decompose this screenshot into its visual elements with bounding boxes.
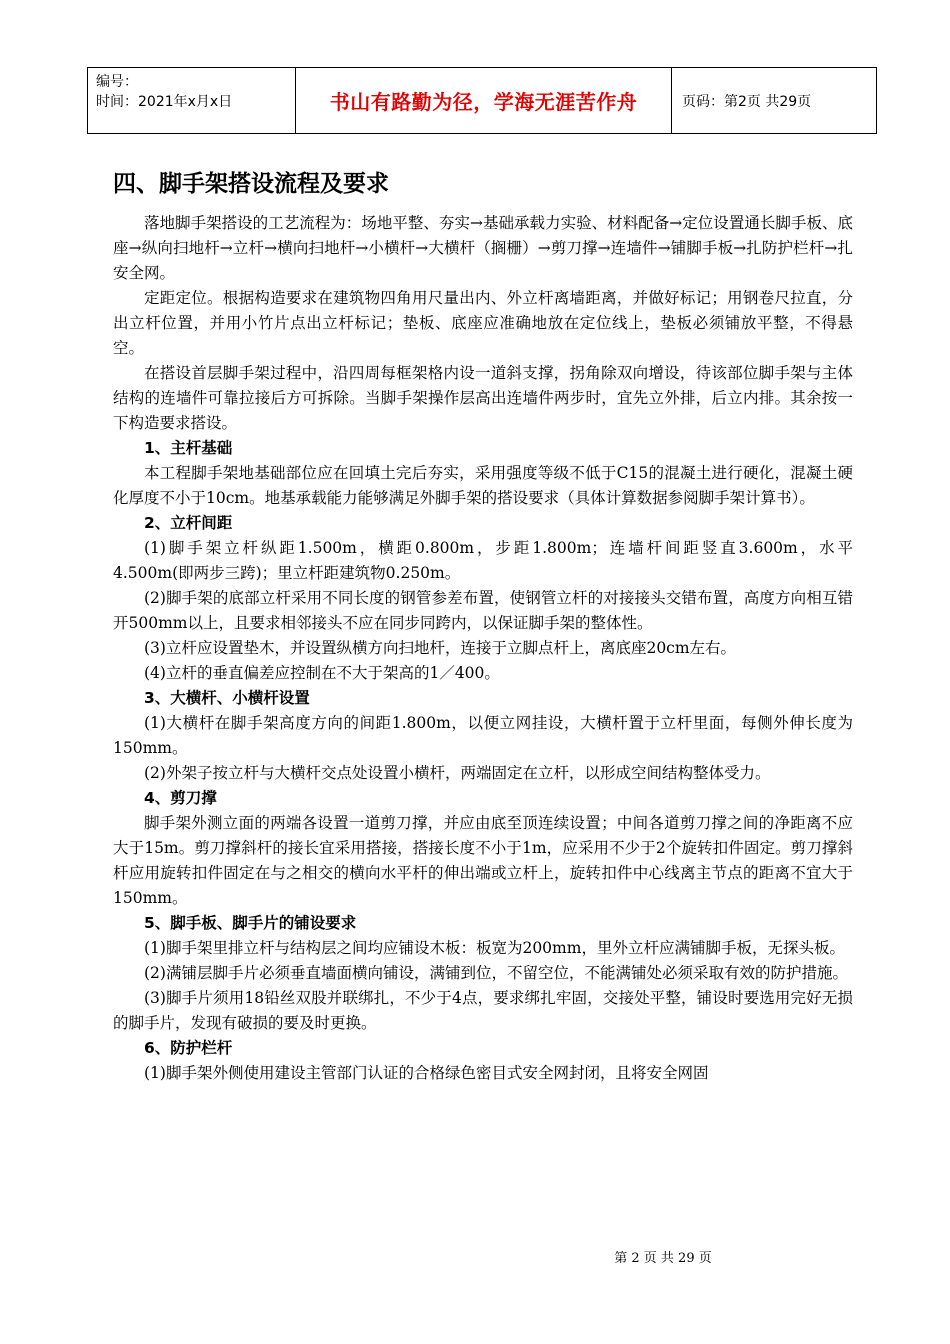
document-time-label: 时间：2021年x月x日	[96, 94, 233, 110]
subheading: 1、主杆基础	[144, 439, 233, 457]
paragraph: 本工程脚手架地基础部位应在回填土完后夯实，采用强度等级不低于C15的混凝土进行硬化，混凝土硬化厚度不小于10cm。地基承载能力能够满足外脚手架的搭设要求（具体计算数据参阅脚手架计算书）。	[113, 464, 853, 507]
section-title: 四、脚手架搭设流程及要求	[113, 171, 389, 197]
paragraph: 定距定位。根据构造要求在建筑物四角用尺量出内、外立杆离墙距离，并做好标记；用钢卷尺拉直，分出立杆位置，并用小竹片点出立杆标记；垫板、底座应准确地放在定位线上，垫板必须铺放平整，不得悬空。	[113, 289, 853, 357]
document-header	[87, 67, 877, 134]
subheading: 2、立杆间距	[144, 514, 233, 532]
footer-page-number: 第 2 页 共 29 页	[614, 1251, 712, 1266]
paragraph: (1)脚手架里排立杆与结构层之间均应铺设木板：板宽为200mm，里外立杆应满铺脚手板，无探头板。	[144, 939, 845, 957]
paragraph: 脚手架外测立面的两端各设置一道剪刀撑，并应由底至顶连续设置；中间各道剪刀撑之间的净距离不应大于15m。剪刀撑斜杆的接长宜采用搭接，搭接长度不小于1m，应采用不少于2个旋转扣件固定。剪刀撑斜杆应用旋转扣件固定在与之相交的横向水平杆的伸出端或立杆上，旋转扣件中心线离主节点的距离不宜大于150mm。	[113, 814, 853, 907]
subheading: 5、脚手板、脚手片的铺设要求	[144, 914, 357, 932]
document-body	[113, 165, 853, 1086]
subheading: 4、剪刀撑	[144, 789, 217, 807]
header-motto: 书山有路勤为径，学海无涯苦作舟	[296, 68, 672, 134]
page-footer	[0, 1247, 950, 1266]
paragraph: 落地脚手架搭设的工艺流程为：场地平整、夯实→基础承载力实验、材料配备→定位设置通长脚手板、底座→纵向扫地杆→立杆→横向扫地杆→小横杆→大横杆（搁栅）→剪刀撑→连墙件→铺脚手板→扎防护栏杆→扎安全网。	[113, 214, 853, 282]
document-number-label: 编号：	[96, 74, 138, 90]
paragraph: (2)脚手架的底部立杆采用不同长度的钢管参差布置，使钢管立杆的对接接头交错布置，高度方向相互错开500mm以上，且要求相邻接头不应在同步同跨内，以保证脚手架的整体性。	[113, 589, 853, 632]
paragraph: (4)立杆的垂直偏差应控制在不大于架高的1／400。	[144, 664, 500, 682]
paragraph: (3)脚手片须用18铅丝双股并联绑扎，不少于4点，要求绑扎牢固，交接处平整，铺设时要选用完好无损的脚手片，发现有破损的要及时更换。	[113, 989, 853, 1032]
subheading: 3、大横杆、小横杆设置	[144, 689, 310, 707]
header-page-label: 页码：第2页 共29页	[672, 68, 877, 134]
paragraph: (2)满铺层脚手片必须垂直墙面横向铺设，满铺到位，不留空位，不能满铺处必须采取有效的防护措施。	[144, 964, 848, 982]
paragraph: (1)大横杆在脚手架高度方向的间距1.800m，以便立网挂设，大横杆置于立杆里面，每侧外伸长度为150mm。	[113, 714, 853, 757]
paragraph: (2)外架子按立杆与大横杆交点处设置小横杆，两端固定在立杆，以形成空间结构整体受力。	[144, 764, 771, 782]
paragraph: (1)脚手架立杆纵距1.500m，横距0.800m，步距1.800m；连墙杆间距竖直3.600m，水平4.500m(即两步三跨)；里立杆距建筑物0.250m。	[113, 539, 853, 582]
paragraph: (1)脚手架外侧使用建设主管部门认证的合格绿色密目式安全网封闭，且将安全网固	[144, 1064, 709, 1082]
header-meta-cell	[88, 68, 296, 134]
paragraph: (3)立杆应设置垫木，并设置纵横方向扫地杆，连接于立脚点杆上，离底座20cm左右。	[144, 639, 737, 657]
subheading: 6、防护栏杆	[144, 1039, 233, 1057]
paragraph: 在搭设首层脚手架过程中，沿四周每框架格内设一道斜支撑，拐角除双向增设，待该部位脚手架与主体结构的连墙件可靠拉接后方可拆除。当脚手架操作层高出连墙件两步时，宜先立外排，后立内排。其余按一下构造要求搭设。	[113, 364, 853, 432]
